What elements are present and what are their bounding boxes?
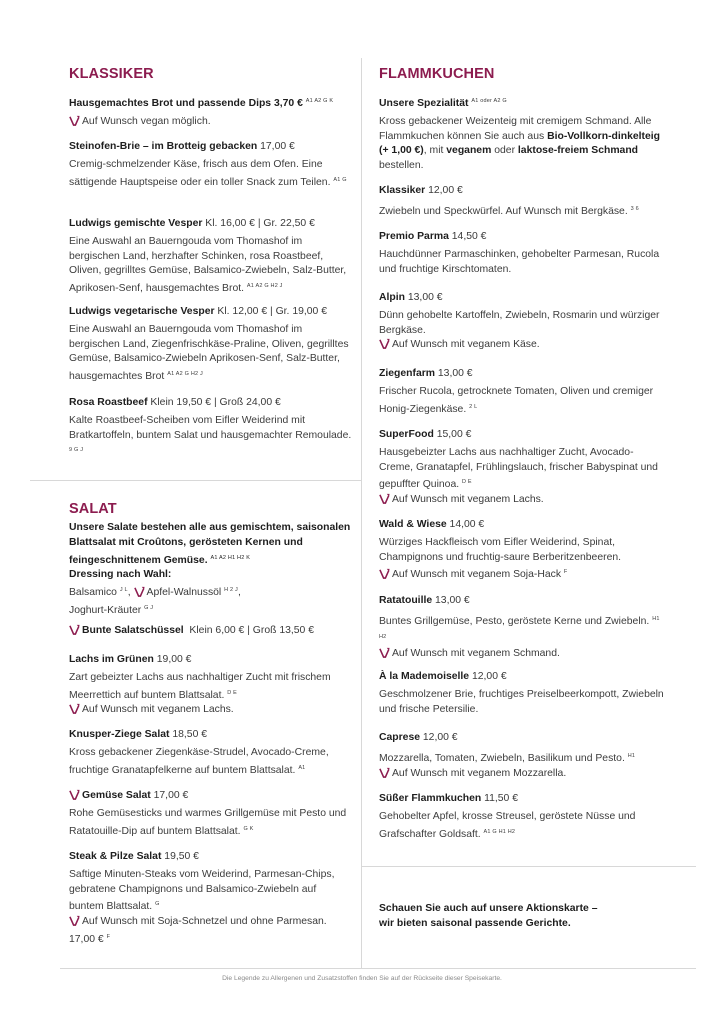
vegan-note: Auf Wunsch mit veganem Schmand. <box>392 648 560 660</box>
item-price: 17,00 € <box>153 790 189 801</box>
item-name: Steinofen-Brie – im Brotteig gebacken <box>69 141 258 152</box>
allergens: A1 <box>298 764 306 771</box>
item-description: Dünn gehobelte Kartoffeln, Zwiebeln, Rosmarin und würziger Bergkäse. <box>379 309 660 336</box>
promo-note <box>379 902 664 932</box>
item-description: Würziges Hackfleisch vom Eifler Weiderind, Spinat, Champignons und fruchtig-saure Berberitzenbeeren. <box>379 536 622 563</box>
item-price: 18,50 € <box>172 729 208 740</box>
allergens: G <box>155 901 160 908</box>
vegan-icon <box>379 338 390 349</box>
menu-item <box>69 305 352 385</box>
menu-item <box>379 731 664 781</box>
vegan-icon <box>134 586 145 597</box>
menu-item <box>379 428 664 508</box>
vegan-note: Auf Wunsch mit veganem Lachs. <box>82 704 234 716</box>
vegan-icon <box>379 647 390 658</box>
promo-line-2: wir bieten saisonal passende Gerichte. <box>379 917 571 929</box>
item-price: 15,00 € <box>436 429 472 440</box>
footer-divider <box>60 968 696 969</box>
item-price: 19,00 € <box>156 654 192 665</box>
vegan-note: Auf Wunsch mit veganem Käse. <box>392 339 540 351</box>
item-price: 3,70 € <box>273 98 303 109</box>
item-price: 19,50 € <box>164 851 199 862</box>
item-price: 11,50 € <box>484 793 518 804</box>
item-name: Steak & Pilze Salat <box>69 851 162 862</box>
allergens: A1 A2 G H2 J <box>167 371 203 378</box>
option-vegan: veganem <box>446 145 492 157</box>
vegan-note: Auf Wunsch mit veganem Lachs. <box>392 494 544 506</box>
allergens: H 2 J <box>224 587 238 594</box>
allergens: J L <box>119 587 128 594</box>
item-description: Kross gebackener Ziegenkäse-Strudel, Avocado-Creme, fruchtige Granatapfelkerne auf buntem Blattsalat. <box>69 746 329 776</box>
item-name: Hausgemachtes Brot und passende Dips <box>69 98 272 109</box>
vegan-icon <box>69 703 80 714</box>
allergens: A1 A2 H1 H2 K <box>210 554 251 561</box>
dressing-option: Joghurt-Kräuter <box>69 604 142 616</box>
option-laktosefrei: laktose-freiem Schmand <box>517 145 639 157</box>
item-price: 14,50 € <box>451 231 487 242</box>
specialty-intro <box>379 94 664 174</box>
item-price: 12,00 € <box>428 185 463 196</box>
item-price: 13,00 € <box>407 292 443 303</box>
item-name: Alpin <box>379 292 405 303</box>
item-description: Geschmolzener Brie, fruchtiges Preiselbeerkompott, Zwiebeln und frische Petersilie. <box>379 688 664 715</box>
allergens: H1 H2 <box>379 615 660 640</box>
menu-item <box>69 653 352 718</box>
dressing-label: Dressing nach Wahl: <box>69 569 172 581</box>
item-price: 12,00 € <box>471 671 507 682</box>
allergens: A1 A2 G H2 J <box>246 283 283 290</box>
allergens: A1 oder A2 G <box>471 98 507 104</box>
item-name: Knusper-Ziege Salat <box>69 729 170 740</box>
item-name: Unsere Spezialität <box>379 98 469 109</box>
item-description: Eine Auswahl an Bauerngouda vom Thomashof im bergischen Land, Ziegenfrischkäse-Praline, Oliven, gegrilltes Gemüse, Balsamico-Zwiebeln Aprikosen-Senf, Salz-Butter, hausgemachtes Brot <box>69 323 349 383</box>
item-name: Caprese <box>379 732 421 743</box>
footer-legend-note: Die Legende zu Allergenen und Zusatzstoffen finden Sie auf der Rückseite dieser Speisekarte. <box>222 975 502 982</box>
item-description: Cremig-schmelzender Käse, frisch aus dem Ofen. Eine sättigende Hauptspeise oder ein toller Snack zum Teilen. <box>69 158 331 188</box>
item-price: Kl. 16,00 € | Gr. 22,50 € <box>205 218 315 229</box>
menu-item <box>69 94 352 130</box>
item-description: Saftige Minuten-Steaks vom Weiderind, Parmesan-Chips, gebratene Champignons und Balsamico-Zwiebeln auf buntem Blattsalat. <box>69 868 335 913</box>
menu-item <box>69 728 352 778</box>
item-description: Hausgebeizter Lachs aus nachhaltiger Zucht, Avocado-Creme, Granatapfel, Frühlingslauch, frischer Babyspinat und gepuffter Quinoa. <box>379 446 658 491</box>
menu-item <box>69 396 352 461</box>
allergens: F <box>106 933 111 940</box>
salad-intro: Unsere Salate bestehen alle aus gemischtem, saisonalen Blattsalat mit Croûtons, gerösteten Kernen und feingeschnittenem Gemüse. $^{A1 A2 H1 H2 K}$ Dressing nach Wahl: Balsamico $^{J L}$, Apfel-Walnussöl $^{H 2 J}$, Joghurt-Kräuter $^{G J}$ <box>69 522 351 616</box>
allergens: 3 6 <box>630 205 639 212</box>
item-name: Klassiker <box>379 185 426 196</box>
item-description: Buntes Grillgemüse, Pesto, geröstete Kerne und Zwiebeln. <box>379 615 650 627</box>
vegan-note: Auf Wunsch mit veganem Soja-Hack <box>392 569 562 581</box>
menu-item <box>69 217 352 297</box>
allergens: G K <box>243 825 254 832</box>
vegan-icon <box>379 568 390 579</box>
allergens: 2 L <box>469 403 478 410</box>
item-description: Zart gebeizter Lachs aus nachhaltiger Zucht mit frischem Meerrettich auf buntem Blattsalat. <box>69 671 331 701</box>
dressing-option: Balsamico <box>69 587 117 599</box>
section-title-salat: SALAT <box>69 501 117 517</box>
item-name: Ludwigs vegetarische Vesper <box>69 306 215 317</box>
item-description: Kalte Roastbeef-Scheiben vom Eifler Weiderind mit Bratkartoffeln, buntem Salat und hausgemachter Remoulade. <box>69 414 352 441</box>
item-name: SuperFood <box>379 429 434 440</box>
allergens: A1 A2 G K <box>305 98 334 104</box>
menu-item <box>69 140 352 190</box>
item-description: Zwiebeln und Speckwürfel. Auf Wunsch mit Bergkäse. <box>379 205 628 217</box>
item-name: Wald & Wiese <box>379 519 447 530</box>
allergens: H1 <box>627 752 636 759</box>
item-name: Bunte Salatschüssel <box>82 625 184 636</box>
menu-item <box>379 670 664 717</box>
section-title-klassiker: KLASSIKER <box>69 66 154 82</box>
item-price: Kl. 12,00 € | Gr. 19,00 € <box>217 306 327 317</box>
vegan-note: Auf Wunsch mit veganem Mozzarella. <box>392 767 567 779</box>
item-price: 13,00 € <box>435 595 470 606</box>
item-name: Premio Parma <box>379 231 449 242</box>
item-name: Lachs im Grünen <box>69 654 154 665</box>
menu-item <box>69 850 352 948</box>
allergens: F <box>563 569 568 576</box>
item-description: Gehobelter Apfel, krosse Streusel, geröstete Nüsse und Grafschafter Goldsaft. <box>379 810 636 840</box>
item-price: 14,00 € <box>449 519 485 530</box>
item-price: 13,00 € <box>437 368 473 379</box>
specialty-text: bestellen. <box>379 160 424 172</box>
allergens: D E <box>227 689 238 696</box>
vegan-note: Auf Wunsch mit Soja-Schnetzel und ohne Parmesan. 17,00 € <box>69 916 327 945</box>
dressing-option: Apfel-Walnussöl <box>146 587 222 599</box>
allergens: 9 G J <box>69 447 84 454</box>
vegan-icon <box>69 624 80 635</box>
item-name: Ratatouille <box>379 595 433 606</box>
item-name: À la Mademoiselle <box>379 671 470 682</box>
vegan-icon <box>379 493 390 504</box>
vegan-note: Auf Wunsch vegan möglich. <box>82 115 211 127</box>
specialty-text: , mit <box>423 145 447 157</box>
item-name: Ziegenfarm <box>379 368 436 379</box>
section-divider-right <box>362 866 696 867</box>
vegan-icon <box>379 767 390 778</box>
item-price: Klein 19,50 € | Groß 24,00 € <box>150 397 281 408</box>
item-description: Frischer Rucola, getrocknete Tomaten, Oliven und cremiger Honig-Ziegenkäse. <box>379 385 654 415</box>
allergens: D E <box>462 479 472 486</box>
vegan-icon <box>69 915 80 926</box>
column-divider <box>361 58 362 968</box>
intro-text: Unsere Salate bestehen alle aus gemischtem, saisonalen Blattsalat mit Croûtons, gerösteten Kernen und feingeschnittenem Gemüse. <box>69 522 351 566</box>
item-description: Eine Auswahl an Bauerngouda vom Thomashof im bergischen Land, herzhafter Schinken, rosa Roastbeef, Oliven, gegrilltes Gemüse, Balsamico-Zwiebeln, Salz-Butter, Aprikosen-Senf, hausgemachtes Brot. <box>69 235 347 295</box>
allergens: A1 G H1 H2 <box>483 828 516 835</box>
allergens: G J <box>144 604 154 611</box>
vegan-icon <box>69 115 80 126</box>
specialty-text: oder <box>491 145 518 157</box>
menu-item <box>379 367 664 417</box>
promo-line-1: Schauen Sie auch auf unsere Aktionskarte – <box>379 903 598 914</box>
menu-item <box>379 792 664 842</box>
item-price: 12,00 € <box>422 732 458 743</box>
menu-item <box>379 184 664 220</box>
item-description: Mozzarella, Tomaten, Zwiebeln, Basilikum und Pesto. <box>379 752 625 764</box>
menu-item <box>69 624 352 639</box>
section-title-flammkuchen: FLAMMKUCHEN <box>379 66 495 82</box>
vegan-icon <box>69 789 80 800</box>
item-description: Rohe Gemüsesticks und warmes Grillgemüse mit Pesto und Ratatouille-Dip auf buntem Blattsalat. <box>69 807 347 837</box>
item-name: Rosa Roastbeef <box>69 397 148 408</box>
item-name: Süßer Flammkuchen <box>379 793 482 804</box>
menu-item <box>69 789 352 839</box>
item-price: 17,00 € <box>260 141 295 152</box>
menu-item <box>379 230 664 277</box>
item-description: Hauchdünner Parmaschinken, gehobelter Parmesan, Rucola und fruchtige Kirschtomaten. <box>379 248 660 275</box>
option-vollkorn: Bio-Vollkorn-dinkelteig (+ 1,00 €) <box>379 130 661 157</box>
menu-item <box>379 291 664 353</box>
specialty-text: Kross gebackener Weizenteig mit cremigem Schmand. Alle Flammkuchen können Sie auch aus <box>379 115 652 142</box>
section-divider-left <box>30 480 361 481</box>
menu-item <box>379 594 664 662</box>
item-price: Klein 6,00 € | Groß 13,50 € <box>189 625 314 636</box>
allergens: A1 G <box>333 176 347 183</box>
menu-item <box>379 518 664 583</box>
item-name: Gemüse Salat <box>82 790 151 801</box>
item-name: Ludwigs gemischte Vesper <box>69 218 203 229</box>
